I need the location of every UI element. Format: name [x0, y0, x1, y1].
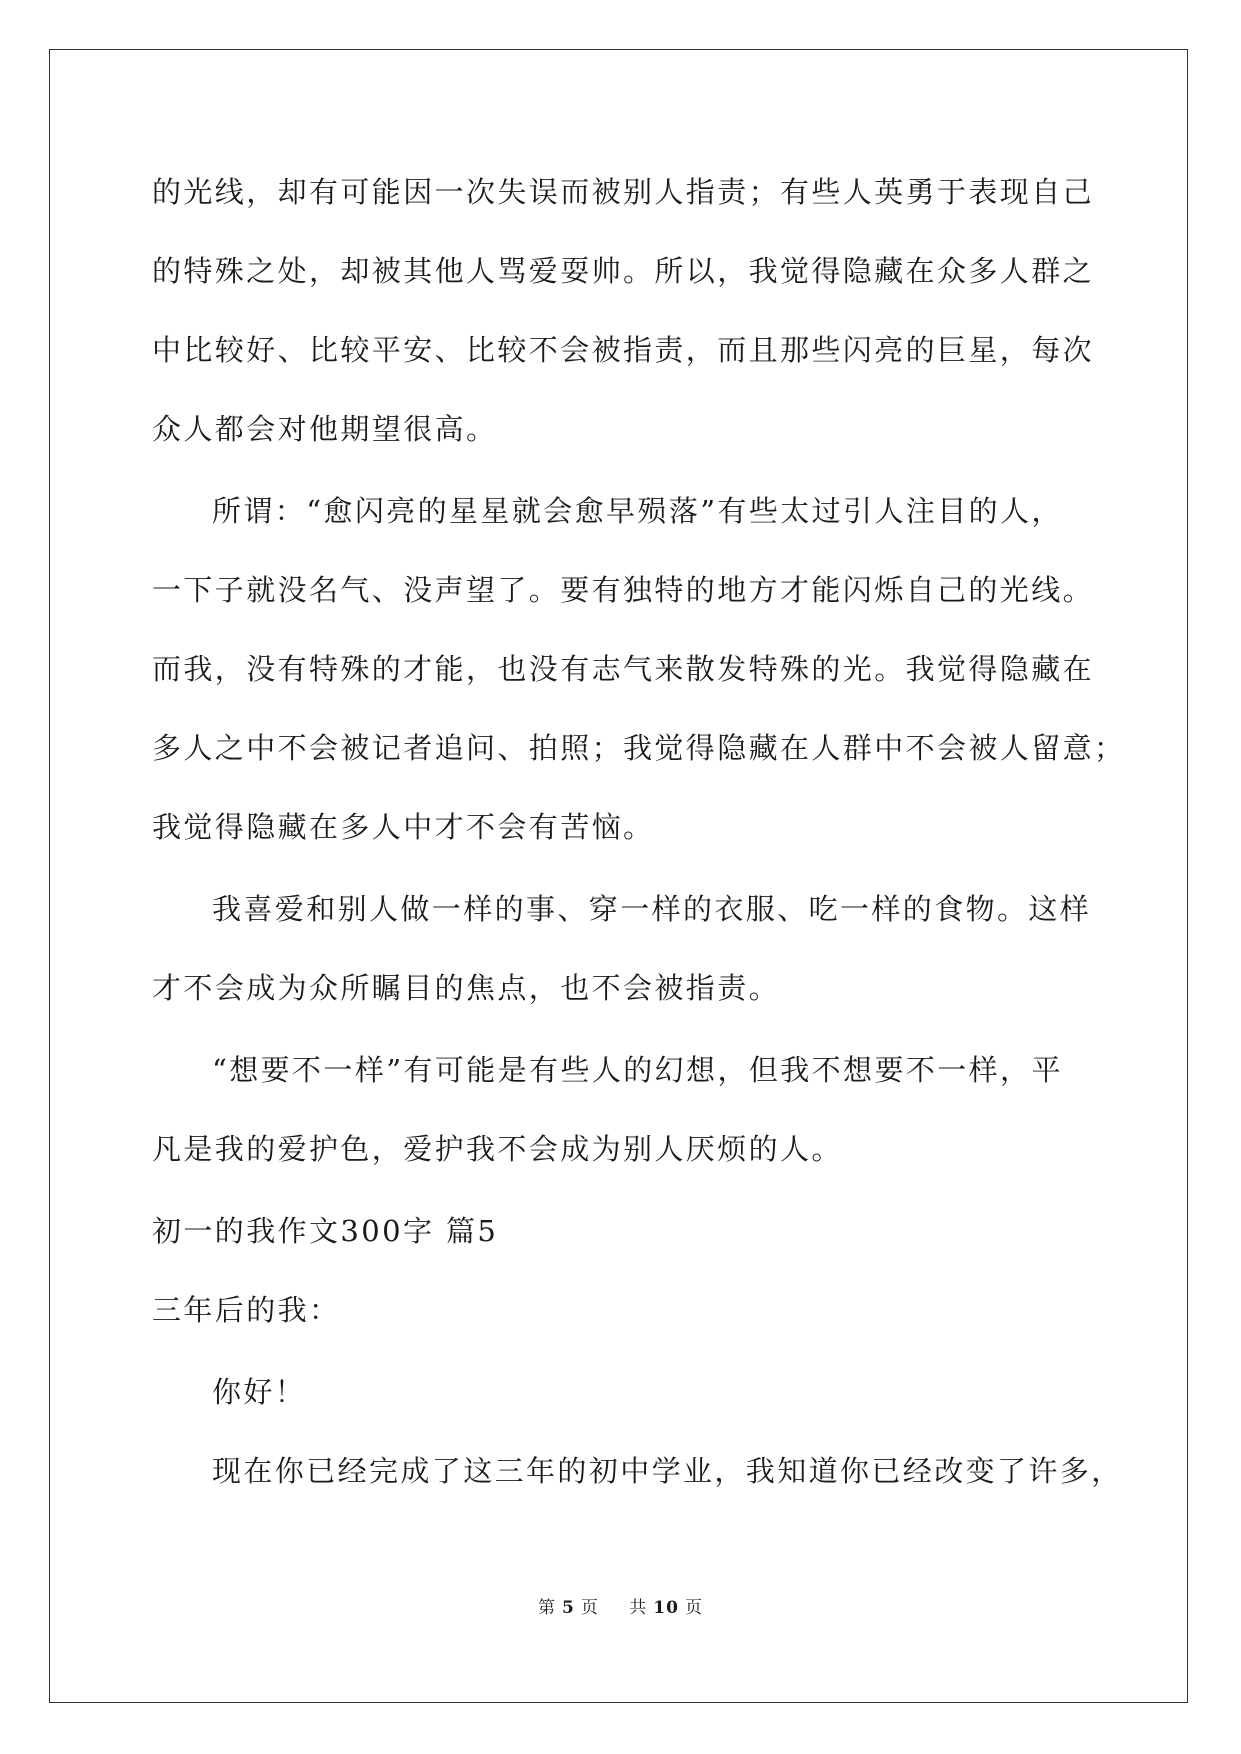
page-footer	[0, 1597, 1241, 1619]
text-line: 才不会成为众所瞩目的焦点，也不会被指责。	[152, 971, 781, 1005]
total-label-suffix: 页	[684, 1598, 703, 1618]
paragraph-first-line: “想要不一样”有可能是有些人的幻想，但我不想要不一样，平	[212, 1053, 1063, 1087]
text-line: 而我，没有特殊的才能，也没有志气来散发特殊的光。我觉得隐藏在	[152, 652, 1095, 686]
paragraph-first-line: 我喜爱和别人做一样的事、穿一样的衣服、吃一样的食物。这样	[212, 892, 1092, 926]
text-line: 的光线，却有可能因一次失误而被别人指责；有些人英勇于表现自己	[152, 175, 1095, 209]
letter-greeting: 你好！	[212, 1375, 307, 1409]
total-pages: 10	[653, 1598, 679, 1618]
letter-salutation: 三年后的我：	[152, 1293, 341, 1327]
paragraph-first-line: 现在你已经完成了这三年的初中学业，我知道你已经改变了许多，	[212, 1454, 1123, 1488]
page-number: 5	[562, 1598, 575, 1618]
text-line: 一下子就没名气、没声望了。要有独特的地方才能闪烁自己的光线。	[152, 573, 1095, 607]
text-line: 凡是我的爱护色，爱护我不会成为别人厌烦的人。	[152, 1132, 843, 1166]
text-line: 的特殊之处，却被其他人骂爱耍帅。所以，我觉得隐藏在众多人群之	[152, 254, 1095, 288]
page-label-suffix: 页	[580, 1598, 599, 1618]
text-line: 众人都会对他期望很高。	[152, 412, 498, 446]
page-label-prefix: 第	[538, 1598, 557, 1618]
paragraph-first-line: 所谓：“愈闪亮的星星就会愈早殒落”有些太过引人注目的人，	[212, 494, 1063, 528]
text-line: 中比较好、比较平安、比较不会被指责，而且那些闪亮的巨星，每次	[152, 333, 1095, 367]
total-label-prefix: 共	[629, 1598, 648, 1618]
section-heading: 初一的我作文300字 篇5	[152, 1214, 499, 1248]
total-pages-label	[623, 1598, 709, 1618]
text-line: 多人之中不会被记者追问、拍照；我觉得隐藏在人群中不会被人留意；	[152, 731, 1126, 765]
text-line: 我觉得隐藏在多人中才不会有苦恼。	[152, 810, 655, 844]
page-number-label	[532, 1598, 605, 1618]
